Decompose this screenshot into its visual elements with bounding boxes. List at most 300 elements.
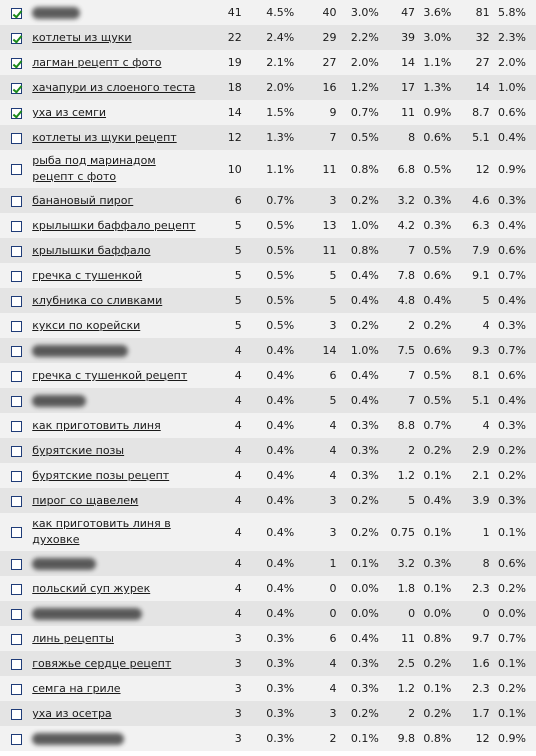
- percent-cell: 0.5%: [423, 369, 452, 382]
- count-cell: 9.7: [472, 632, 490, 645]
- table-row: [0, 125, 536, 150]
- count-cell: 5: [482, 294, 490, 307]
- count-cell: 10: [227, 162, 242, 176]
- percent-cell: 0.3%: [423, 194, 452, 207]
- keyword-cell: [32, 313, 203, 338]
- keyword-link[interactable]: бурятские позы рецепт: [32, 469, 170, 482]
- table-row: [0, 213, 536, 238]
- keyword-link[interactable]: бурятские позы: [32, 444, 125, 457]
- keyword-link[interactable]: уха из осетра: [32, 707, 112, 720]
- percent-cell: 0.1%: [498, 525, 526, 539]
- percent-cell: 0.3%: [350, 469, 379, 482]
- percent-cell: 0.1%: [350, 732, 379, 745]
- checkbox[interactable]: [11, 709, 22, 720]
- keyword-link[interactable]: пирог со щавелем: [32, 494, 139, 507]
- percent-cell: 0.1%: [423, 525, 452, 539]
- checkbox[interactable]: [11, 496, 22, 507]
- count-cell: 4: [329, 682, 337, 695]
- percent-cell: 0.3%: [498, 419, 526, 432]
- percent-cell: 0.5%: [266, 294, 295, 307]
- checkbox-cell: [0, 438, 32, 463]
- percent-cell: 1.3%: [266, 131, 295, 144]
- count-cell: 7: [408, 394, 416, 407]
- table-row: [0, 601, 536, 626]
- checkbox-cell: [0, 50, 32, 75]
- percent-cell: 0.2%: [350, 707, 379, 720]
- table-row: [0, 676, 536, 701]
- percent-cell: 1.1%: [423, 56, 452, 69]
- percent-cell: 0.5%: [266, 319, 295, 332]
- percent-cell: 0.3%: [498, 494, 526, 507]
- count-cell: 5: [408, 494, 416, 507]
- percent-cell: 0.3%: [266, 682, 295, 695]
- percent-cell: 0.2%: [423, 444, 452, 457]
- count-cell: 4: [234, 494, 242, 507]
- count-cell: 14: [322, 344, 337, 357]
- count-cell: 2.3: [472, 682, 490, 695]
- percent-cell: 0.3%: [498, 319, 526, 332]
- table-row: [0, 651, 536, 676]
- percent-cell: 0.4%: [266, 369, 295, 382]
- checkbox-cell: [0, 463, 32, 488]
- count-cell: 4: [234, 394, 242, 407]
- checkbox[interactable]: [11, 133, 22, 144]
- keyword-link[interactable]: семга на гриле: [32, 682, 121, 695]
- percent-cell: 2.2%: [350, 31, 379, 44]
- percent-cell: 0.2%: [423, 319, 452, 332]
- table-row: [0, 363, 536, 388]
- percent-cell: 3.0%: [350, 6, 379, 19]
- count-cell: 16: [322, 81, 337, 94]
- count-cell: 4: [234, 607, 242, 620]
- count-cell: 5.1: [472, 394, 490, 407]
- checkbox-cell: [0, 626, 32, 651]
- count-cell: 4.2: [397, 219, 416, 232]
- count-cell: 3: [234, 632, 242, 645]
- percent-cell: 1.5%: [266, 106, 295, 119]
- count-cell: 4: [234, 525, 242, 539]
- checkbox-cell: [0, 388, 32, 413]
- count-cell: 2: [408, 707, 416, 720]
- checkbox[interactable]: [11, 321, 22, 332]
- percent-cell: 0.6%: [498, 369, 526, 382]
- table-row: [0, 0, 536, 25]
- percent-cell: 0.4%: [266, 344, 295, 357]
- percent-cell: 0.0%: [498, 607, 526, 620]
- keyword-cell: [32, 288, 203, 313]
- checkbox[interactable]: [11, 396, 22, 407]
- checkbox[interactable]: [11, 371, 22, 382]
- checked-checkbox[interactable]: [11, 83, 22, 94]
- percent-cell: 3.0%: [423, 31, 452, 44]
- count-cell: 1.8: [397, 582, 416, 595]
- count-cell: 6.3: [472, 219, 490, 232]
- percent-cell: 0.2%: [350, 194, 379, 207]
- checkbox[interactable]: [11, 271, 22, 282]
- count-cell: 7: [408, 369, 416, 382]
- count-cell: 6: [329, 369, 337, 382]
- keyword-link[interactable]: крылышки баффало: [32, 244, 151, 257]
- percent-cell: 0.3%: [350, 444, 379, 457]
- percent-cell: 0.5%: [423, 244, 452, 257]
- count-cell: 4: [329, 444, 337, 457]
- percent-cell: 0.2%: [498, 469, 526, 482]
- count-cell: 2.5: [397, 657, 416, 670]
- percent-cell: 0.4%: [498, 394, 526, 407]
- count-cell: 1.7: [472, 707, 490, 720]
- table-row: [0, 576, 536, 601]
- keyword-cell: [32, 413, 203, 438]
- percent-cell: 4.5%: [266, 6, 295, 19]
- table-row: [0, 413, 536, 438]
- table-row: [0, 626, 536, 651]
- count-cell: 2.1: [472, 469, 490, 482]
- count-cell: 3.2: [397, 557, 416, 570]
- count-cell: 4: [234, 444, 242, 457]
- count-cell: 2.3: [472, 582, 490, 595]
- keyword-link[interactable]: уха из семги: [32, 106, 107, 119]
- checkbox[interactable]: [11, 684, 22, 695]
- count-cell: 3: [329, 194, 337, 207]
- count-cell: 2: [408, 444, 416, 457]
- checkbox[interactable]: [11, 296, 22, 307]
- percent-cell: 0.1%: [498, 707, 526, 720]
- table-row: [0, 50, 536, 75]
- keyword-cell: [32, 651, 203, 676]
- keyword-cell: [32, 75, 203, 100]
- count-cell: 4: [234, 369, 242, 382]
- count-cell: 4: [482, 319, 490, 332]
- count-cell: 0: [329, 607, 337, 620]
- percent-cell: 0.5%: [266, 269, 295, 282]
- percent-cell: 0.4%: [350, 394, 379, 407]
- percent-cell: 0.4%: [266, 394, 295, 407]
- keyword-link[interactable]: польский суп журек: [32, 582, 151, 595]
- percent-cell: 0.3%: [266, 632, 295, 645]
- percent-cell: 0.6%: [423, 344, 452, 357]
- redacted-keyword: [32, 558, 96, 570]
- checkbox[interactable]: [11, 421, 22, 432]
- count-cell: 4: [329, 469, 337, 482]
- table-row: [0, 513, 536, 551]
- count-cell: 6.8: [397, 162, 416, 176]
- count-cell: 19: [227, 56, 242, 69]
- keyword-cell: [32, 438, 203, 463]
- keyword-cell: [32, 100, 203, 125]
- count-cell: 3: [329, 319, 337, 332]
- checkbox[interactable]: [11, 584, 22, 595]
- count-cell: 14: [227, 106, 242, 119]
- count-cell: 18: [227, 81, 242, 94]
- table-row: [0, 551, 536, 576]
- count-cell: 7: [408, 244, 416, 257]
- count-cell: 3: [234, 707, 242, 720]
- table-row: [0, 438, 536, 463]
- checkbox[interactable]: [11, 609, 22, 620]
- keyword-link[interactable]: гречка с тушенкой: [32, 269, 143, 282]
- percent-cell: 0.4%: [498, 294, 526, 307]
- count-cell: 5: [329, 269, 337, 282]
- keyword-cell: [32, 626, 203, 651]
- percent-cell: 3.6%: [423, 6, 452, 19]
- count-cell: 8: [482, 557, 490, 570]
- count-cell: 9: [329, 106, 337, 119]
- checkbox-cell: [0, 0, 32, 25]
- checkbox[interactable]: [11, 221, 22, 232]
- count-cell: 4: [234, 557, 242, 570]
- table-row: [0, 25, 536, 50]
- count-cell: 5: [234, 294, 242, 307]
- count-cell: 9.3: [472, 344, 490, 357]
- checkbox[interactable]: [11, 559, 22, 570]
- checkbox-cell: [0, 100, 32, 125]
- percent-cell: 2.3%: [498, 31, 526, 44]
- count-cell: 1.2: [397, 682, 416, 695]
- percent-cell: 0.2%: [350, 319, 379, 332]
- percent-cell: 0.5%: [350, 131, 379, 144]
- redacted-keyword: [32, 395, 86, 407]
- keyword-cell: [32, 188, 203, 213]
- percent-cell: 0.9%: [498, 162, 526, 176]
- keyword-cell: [32, 213, 203, 238]
- count-cell: 3: [329, 707, 337, 720]
- table-row: [0, 75, 536, 100]
- count-cell: 2: [408, 319, 416, 332]
- count-cell: 5.1: [472, 131, 490, 144]
- checkbox-cell: [0, 263, 32, 288]
- table-row: [0, 313, 536, 338]
- percent-cell: 0.3%: [350, 657, 379, 670]
- count-cell: 4: [482, 419, 490, 432]
- checkbox[interactable]: [11, 659, 22, 670]
- keyword-link[interactable]: банановый пирог: [32, 194, 134, 207]
- count-cell: 5: [234, 244, 242, 257]
- percent-cell: 0.3%: [266, 707, 295, 720]
- keyword-cell: [32, 726, 203, 751]
- checkbox-cell: [0, 513, 32, 551]
- keyword-cell: [32, 125, 203, 150]
- percent-cell: 0.1%: [423, 469, 452, 482]
- percent-cell: 2.0%: [266, 81, 295, 94]
- checkbox-cell: [0, 726, 32, 751]
- percent-cell: 0.3%: [423, 219, 452, 232]
- table-row: [0, 388, 536, 413]
- count-cell: 3.9: [472, 494, 490, 507]
- count-cell: 11: [322, 162, 337, 176]
- checkbox-cell: [0, 413, 32, 438]
- checked-checkbox[interactable]: [11, 33, 22, 44]
- count-cell: 1: [482, 525, 490, 539]
- table-row: [0, 238, 536, 263]
- percent-cell: 0.9%: [423, 106, 452, 119]
- percent-cell: 0.4%: [498, 131, 526, 144]
- percent-cell: 0.8%: [350, 244, 379, 257]
- count-cell: 5: [329, 394, 337, 407]
- percent-cell: 0.5%: [423, 162, 452, 176]
- count-cell: 41: [227, 6, 242, 19]
- percent-cell: 2.0%: [350, 56, 379, 69]
- percent-cell: 0.6%: [498, 244, 526, 257]
- percent-cell: 0.4%: [266, 607, 295, 620]
- keyword-link[interactable]: лагман рецепт с фото: [32, 56, 162, 69]
- count-cell: 29: [322, 31, 337, 44]
- percent-cell: 0.7%: [266, 194, 295, 207]
- keyword-cell: [32, 0, 203, 25]
- keyword-cell: [32, 488, 203, 513]
- checkbox-cell: [0, 213, 32, 238]
- count-cell: 11: [401, 632, 416, 645]
- count-cell: 7.8: [397, 269, 416, 282]
- checkbox-cell: [0, 363, 32, 388]
- count-cell: 27: [475, 56, 490, 69]
- table-row: [0, 338, 536, 363]
- percent-cell: 0.1%: [498, 657, 526, 670]
- count-cell: 5: [234, 219, 242, 232]
- count-cell: 12: [475, 732, 490, 745]
- keyword-cell: [32, 576, 203, 601]
- checkbox[interactable]: [11, 734, 22, 745]
- count-cell: 4: [234, 344, 242, 357]
- percent-cell: 0.7%: [498, 632, 526, 645]
- percent-cell: 0.4%: [266, 444, 295, 457]
- table-row: [0, 463, 536, 488]
- count-cell: 27: [322, 56, 337, 69]
- percent-cell: 0.6%: [423, 131, 452, 144]
- count-cell: 6: [234, 194, 242, 207]
- checkbox-cell: [0, 188, 32, 213]
- count-cell: 4: [234, 582, 242, 595]
- keyword-link[interactable]: крылышки баффало рецепт: [32, 219, 196, 232]
- count-cell: 8.7: [472, 106, 490, 119]
- keyword-cell: [32, 513, 203, 551]
- percent-cell: 1.2%: [350, 81, 379, 94]
- count-cell: 0: [408, 607, 416, 620]
- checkbox[interactable]: [11, 446, 22, 457]
- checkbox[interactable]: [11, 196, 22, 207]
- checkbox-cell: [0, 651, 32, 676]
- keyword-link[interactable]: говяжье сердце рецепт: [32, 657, 172, 670]
- checkbox[interactable]: [11, 346, 22, 357]
- checkbox-cell: [0, 25, 32, 50]
- percent-cell: 0.1%: [350, 557, 379, 570]
- count-cell: 8.1: [472, 369, 490, 382]
- percent-cell: 0.3%: [266, 732, 295, 745]
- checkbox-cell: [0, 701, 32, 726]
- redacted-keyword: [32, 733, 124, 745]
- percent-cell: 1.1%: [266, 162, 295, 176]
- redacted-keyword: [32, 608, 142, 620]
- checked-checkbox[interactable]: [11, 8, 22, 19]
- count-cell: 12: [227, 131, 242, 144]
- checked-checkbox[interactable]: [11, 58, 22, 69]
- percent-cell: 0.4%: [350, 269, 379, 282]
- checkbox[interactable]: [11, 246, 22, 257]
- count-cell: 3: [234, 682, 242, 695]
- keyword-cell: [32, 701, 203, 726]
- count-cell: 4.8: [397, 294, 416, 307]
- count-cell: 3: [234, 732, 242, 745]
- percent-cell: 0.2%: [350, 525, 379, 539]
- keyword-link[interactable]: котлеты из щуки: [32, 31, 132, 44]
- table-row: [0, 726, 536, 751]
- checked-checkbox[interactable]: [11, 108, 22, 119]
- percent-cell: 0.8%: [350, 162, 379, 176]
- checkbox[interactable]: [11, 164, 22, 175]
- checkbox-cell: [0, 75, 32, 100]
- keyword-link[interactable]: линь рецепты: [32, 632, 114, 645]
- count-cell: 4.6: [472, 194, 490, 207]
- keyword-cell: [32, 601, 203, 626]
- percent-cell: 0.4%: [266, 557, 295, 570]
- keyword-cell: [32, 50, 203, 75]
- count-cell: 14: [401, 56, 416, 69]
- keyword-cell: [32, 463, 203, 488]
- count-cell: 0.75: [390, 525, 416, 539]
- count-cell: 11: [401, 106, 416, 119]
- percent-cell: 0.2%: [498, 444, 526, 457]
- count-cell: 81: [475, 6, 490, 19]
- percent-cell: 0.4%: [350, 632, 379, 645]
- percent-cell: 0.3%: [498, 194, 526, 207]
- percent-cell: 0.4%: [266, 525, 295, 539]
- percent-cell: 0.6%: [498, 106, 526, 119]
- percent-cell: 0.3%: [266, 657, 295, 670]
- count-cell: 12: [475, 162, 490, 176]
- table-row: [0, 288, 536, 313]
- percent-cell: 0.6%: [498, 557, 526, 570]
- keyword-link[interactable]: хачапури из слоеного теста: [32, 81, 196, 94]
- keyword-link[interactable]: кукси по корейски: [32, 319, 141, 332]
- percent-cell: 1.0%: [498, 81, 526, 94]
- percent-cell: 0.7%: [423, 419, 452, 432]
- keyword-link[interactable]: как приготовить линя в духовке: [32, 517, 171, 546]
- keyword-link[interactable]: клубника со сливками: [32, 294, 163, 307]
- keyword-cell: [32, 676, 203, 701]
- percent-cell: 0.4%: [266, 469, 295, 482]
- keyword-cell: [32, 551, 203, 576]
- count-cell: 5: [329, 294, 337, 307]
- table-row: [0, 263, 536, 288]
- count-cell: 32: [475, 31, 490, 44]
- count-cell: 13: [322, 219, 337, 232]
- percent-cell: 0.4%: [266, 419, 295, 432]
- checkbox[interactable]: [11, 527, 22, 538]
- keyword-link[interactable]: гречка с тушенкой рецепт: [32, 369, 188, 382]
- checkbox-cell: [0, 601, 32, 626]
- keyword-link[interactable]: рыба под маринадом рецепт с фото: [32, 154, 156, 183]
- count-cell: 7: [329, 131, 337, 144]
- checkbox[interactable]: [11, 471, 22, 482]
- count-cell: 3: [329, 494, 337, 507]
- percent-cell: 0.4%: [350, 369, 379, 382]
- count-cell: 9.8: [397, 732, 416, 745]
- count-cell: 1: [329, 557, 337, 570]
- percent-cell: 0.3%: [423, 557, 452, 570]
- keyword-link[interactable]: как приготовить линя: [32, 419, 161, 432]
- checkbox[interactable]: [11, 634, 22, 645]
- percent-cell: 0.2%: [498, 582, 526, 595]
- percent-cell: 0.0%: [350, 582, 379, 595]
- checkbox-cell: [0, 551, 32, 576]
- count-cell: 6: [329, 632, 337, 645]
- percent-cell: 0.7%: [350, 106, 379, 119]
- checkbox-cell: [0, 150, 32, 188]
- count-cell: 0: [482, 607, 490, 620]
- percent-cell: 0.5%: [266, 244, 295, 257]
- keyword-link[interactable]: котлеты из щуки рецепт: [32, 131, 177, 144]
- count-cell: 39: [401, 31, 416, 44]
- redacted-keyword: [32, 7, 80, 19]
